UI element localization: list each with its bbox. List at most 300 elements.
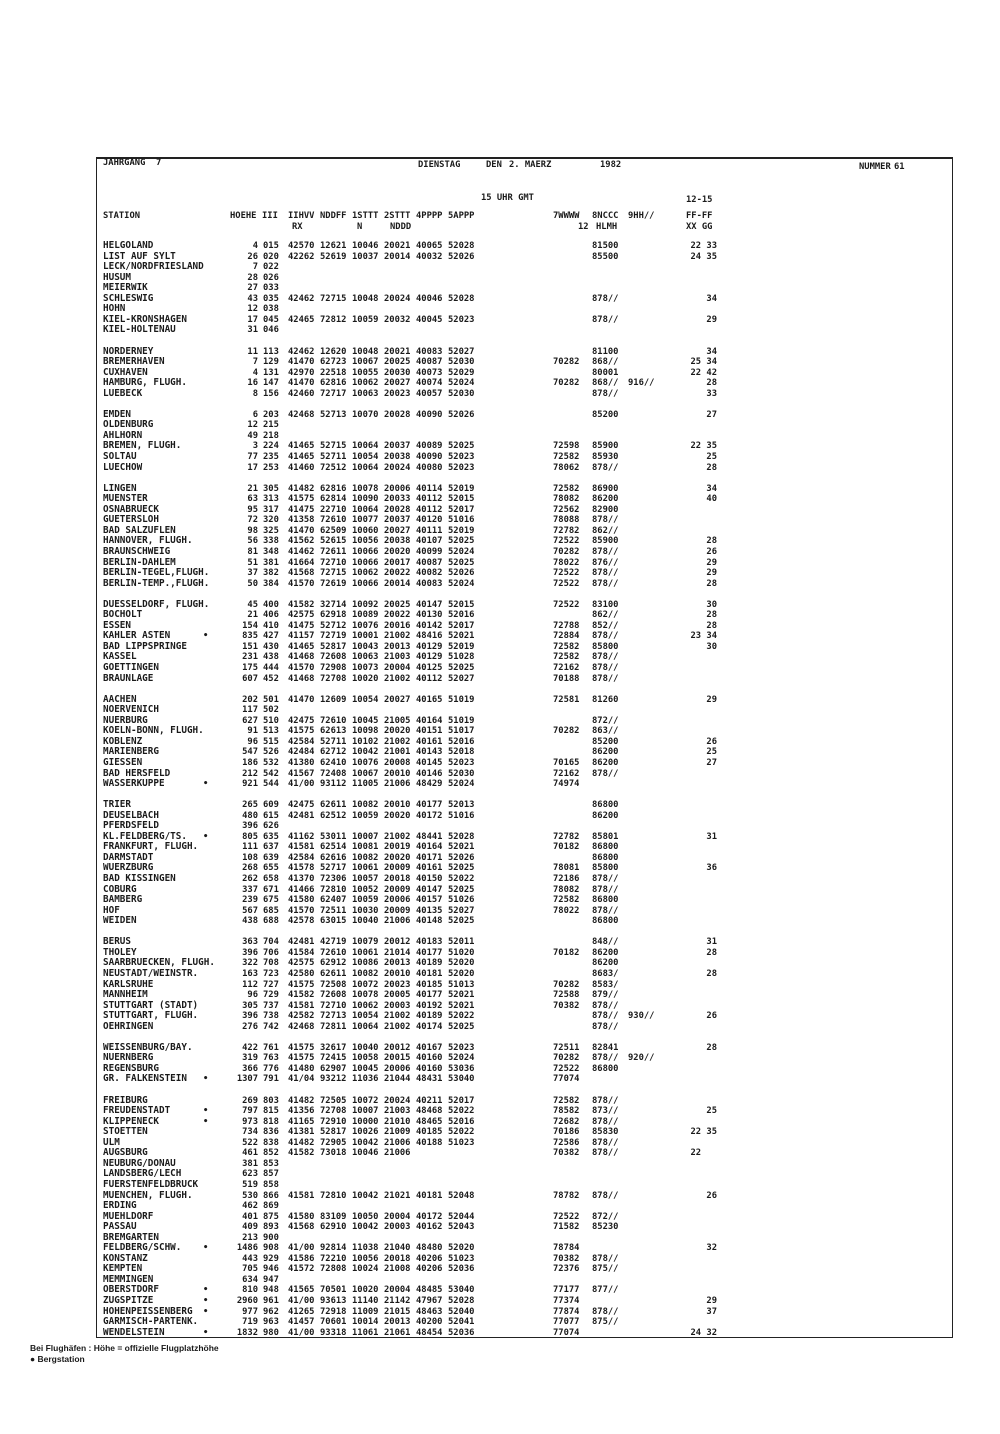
group-nddff: 52817 [320, 641, 347, 652]
station-id: 655 [263, 863, 279, 874]
group-5appp: 52026 [448, 251, 475, 262]
group-8nccc: 878// [592, 1000, 619, 1011]
group-2sttt: 21002 [384, 831, 411, 842]
station-height: 12 [247, 420, 258, 431]
station-id: 815 [263, 1106, 279, 1117]
group-2sttt: 21021 [384, 1190, 411, 1201]
group-nddff: 72910 [320, 1116, 347, 1127]
group-8nccc: 86800 [592, 916, 619, 927]
group-4pppp: 40089 [416, 441, 443, 452]
mountain-marker: • [203, 1106, 209, 1117]
station-name: NEUBURG/DONAU [103, 1157, 176, 1169]
year: 1982 [600, 160, 622, 170]
station-name: DARMSTADT [103, 851, 154, 863]
group-iihvv: 41582 [288, 599, 315, 610]
group-iihvv: 42475 [288, 715, 315, 726]
group-5appp: 52015 [448, 494, 475, 505]
group-iihvv: 42468 [288, 1021, 315, 1032]
group-8nccc: 86200 [592, 810, 619, 821]
station-name: EMDEN [103, 408, 131, 420]
group-nddff: 72719 [320, 631, 347, 642]
station-id: 384 [263, 578, 279, 589]
group-nddff: 72505 [320, 1095, 347, 1106]
station-name: CUXHAVEN [103, 366, 148, 378]
group-4pppp: 40082 [416, 568, 443, 579]
group-iihvv: 41/04 [288, 1074, 315, 1085]
group-7wwww: 70186 [553, 1127, 580, 1138]
station-name: THOLEY [103, 946, 137, 958]
group-1sttt: 10073 [352, 663, 379, 673]
group-7wwww: 70182 [553, 842, 580, 853]
station-id: 853 [263, 1158, 279, 1169]
station-id: 320 [263, 515, 279, 526]
group-nddff: 52717 [320, 863, 347, 874]
group-5appp: 52025 [448, 884, 475, 895]
group-iihvv: 41584 [288, 947, 315, 958]
group-8nccc: 878// [592, 1053, 619, 1064]
group-iihvv: 41/00 [288, 1327, 315, 1338]
group-nddff: 52711 [320, 452, 347, 462]
footnote-airport-height: Bei Flughäfen : Höhe = offizielle Flugplatzhöhe [30, 1343, 219, 1353]
group-5appp: 52022 [448, 1106, 475, 1117]
station-height: 186 [242, 757, 258, 768]
wind-gust: 22 35 [690, 1127, 717, 1138]
group-iihvv: 41358 [288, 515, 315, 526]
station-height: 3 [252, 441, 258, 452]
station-name: KIEL-KRONSHAGEN [103, 313, 187, 325]
group-2sttt: 21006 [384, 1137, 411, 1148]
station-height: 262 [242, 874, 258, 884]
group-iihvv: 41470 [288, 525, 315, 536]
station-height: 17 [247, 314, 258, 325]
group-iihvv: 42475 [288, 800, 315, 811]
group-5appp: 52025 [448, 441, 475, 452]
period-label: 12-15 [686, 195, 713, 205]
group-5appp: 52019 [448, 525, 475, 536]
group-5appp: 52017 [448, 1095, 475, 1106]
group-4pppp: 40146 [416, 768, 443, 779]
station-id: 406 [263, 610, 279, 621]
station-height: 112 [242, 979, 258, 990]
station-name: BAD HERSFELD [103, 767, 171, 779]
group-iihvv: 41581 [288, 1000, 315, 1011]
group-4pppp: 40151 [416, 726, 443, 737]
group-8nccc: 878// [592, 1095, 619, 1106]
group-nddff: 62816 [320, 483, 347, 494]
group-4pppp: 40143 [416, 747, 443, 758]
group-8nccc: 86200 [592, 747, 619, 758]
group-9hh: 916// [628, 378, 655, 389]
group-5appp: 52025 [448, 557, 475, 568]
group-5appp: 52023 [448, 452, 475, 462]
group-nddff: 62712 [320, 747, 347, 758]
group-8nccc: 8583/ [592, 979, 619, 990]
station-height: 4 [252, 241, 258, 251]
group-iihvv: 41482 [288, 1137, 315, 1148]
group-8nccc: 85200 [592, 736, 619, 747]
group-1sttt: 10024 [352, 1264, 379, 1275]
station-name: DEUSELBACH [103, 809, 159, 821]
group-1sttt: 10066 [352, 578, 379, 589]
group-2sttt: 20008 [384, 757, 411, 768]
group-5appp: 52024 [448, 779, 475, 790]
group-iihvv: 41457 [288, 1317, 315, 1328]
group-7wwww: 78022 [553, 557, 580, 568]
table-row [0, 420, 1000, 431]
group-iihvv: 42462 [288, 346, 315, 357]
station-name: KOELN-BONN, FLUGH. [103, 725, 204, 737]
mountain-marker: • [203, 1296, 209, 1306]
wind-gust: 31 [706, 937, 717, 948]
group-iihvv: 41/00 [288, 779, 315, 790]
station-name: LUEBECK [103, 387, 143, 399]
station-name: OSNABRUECK [103, 503, 159, 515]
group-5appp: 52020 [448, 968, 475, 979]
group-2sttt: 20003 [384, 1222, 411, 1233]
station-height: 77 [247, 452, 258, 462]
group-nddff: 72812 [320, 314, 347, 325]
group-iihvv: 42570 [288, 241, 315, 251]
station-height: 810 [242, 1285, 258, 1296]
table-row [0, 705, 1000, 716]
station-height: 1832 [236, 1327, 258, 1338]
group-8nccc: 868// [592, 357, 619, 368]
group-1sttt: 11140 [352, 1296, 379, 1306]
station-name: BERLIN-TEGEL,FLUGH. [103, 567, 210, 579]
group-1sttt: 10055 [352, 367, 379, 378]
wind-gust: 24 35 [690, 251, 717, 262]
group-8nccc: 878// [592, 768, 619, 779]
table-row [0, 779, 1000, 790]
station-id: 313 [263, 494, 279, 505]
group-7wwww: 78062 [553, 462, 580, 473]
station-height: 43 [247, 293, 258, 304]
table-row [0, 441, 1000, 452]
station-id: 858 [263, 1179, 279, 1190]
group-iihvv: 41381 [288, 1127, 315, 1138]
group-nddff: 72715 [320, 293, 347, 304]
station-id: 658 [263, 874, 279, 884]
column-header: FF-FF [686, 211, 713, 221]
group-iihvv: 41664 [288, 557, 315, 568]
station-height: 26 [247, 251, 258, 262]
group-7wwww: 78081 [553, 863, 580, 874]
group-8nccc: 878// [592, 546, 619, 557]
mountain-marker: • [203, 1243, 209, 1254]
group-1sttt: 10007 [352, 1106, 379, 1117]
group-4pppp: 40188 [416, 1137, 443, 1148]
group-1sttt: 10040 [352, 1042, 379, 1053]
group-5appp: 52026 [448, 409, 475, 420]
station-id: 348 [263, 546, 279, 557]
station-id: 852 [263, 1148, 279, 1159]
mountain-marker: • [203, 1306, 209, 1317]
group-8nccc: 878// [592, 663, 619, 673]
group-5appp: 51026 [448, 895, 475, 906]
group-2sttt: 21040 [384, 1243, 411, 1254]
table-row [0, 885, 1000, 896]
group-8nccc: 878// [592, 631, 619, 642]
group-iihvv: 42468 [288, 409, 315, 420]
station-name: HAMBURG, FLUGH. [103, 377, 187, 389]
group-nddff: 72610 [320, 947, 347, 958]
group-8nccc: 862// [592, 525, 619, 536]
station-id: 637 [263, 842, 279, 853]
station-name: BRAUNLAGE [103, 672, 154, 684]
station-name: BREMERHAVEN [103, 356, 165, 368]
column-header: 5APPP [448, 211, 475, 221]
station-name: NUERNBERG [103, 1052, 154, 1064]
group-5appp: 52022 [448, 1011, 475, 1022]
group-4pppp: 40162 [416, 1222, 443, 1233]
group-2sttt: 20009 [384, 905, 411, 916]
station-id: 156 [263, 388, 279, 399]
group-8nccc: 878// [592, 1021, 619, 1032]
station-height: 322 [242, 958, 258, 969]
station-name: STOETTEN [103, 1126, 148, 1138]
station-name: SAARBRUECKEN, FLUGH. [103, 957, 215, 969]
group-2sttt: 20018 [384, 874, 411, 884]
group-1sttt: 10059 [352, 895, 379, 906]
group-2sttt: 21061 [384, 1327, 411, 1338]
group-4pppp: 40174 [416, 1021, 443, 1032]
table-row [0, 357, 1000, 368]
group-nddff: 42719 [320, 937, 347, 948]
group-1sttt: 10064 [352, 441, 379, 452]
group-1sttt: 10046 [352, 241, 379, 251]
station-height: 443 [242, 1253, 258, 1264]
wind-gust: 29 [706, 694, 717, 705]
station-id: 818 [263, 1116, 279, 1127]
station-id: 948 [263, 1285, 279, 1296]
station-name: BAMBERG [103, 894, 143, 906]
station-id: 685 [263, 905, 279, 916]
table-row [0, 378, 1000, 389]
station-height: 381 [242, 1158, 258, 1169]
group-7wwww: 78022 [553, 905, 580, 916]
station-name: KL.FELDBERG/TS. [103, 830, 187, 842]
group-2sttt: 21010 [384, 1116, 411, 1127]
group-1sttt: 10040 [352, 916, 379, 927]
station-id: 542 [263, 768, 279, 779]
group-2sttt: 21142 [384, 1296, 411, 1306]
wind-gust: 26 [706, 546, 717, 557]
group-nddff: 32617 [320, 1042, 347, 1053]
group-5appp: 52025 [448, 536, 475, 547]
group-1sttt: 10001 [352, 631, 379, 642]
group-7wwww: 70188 [553, 673, 580, 684]
station-id: 675 [263, 895, 279, 906]
group-7wwww: 78088 [553, 515, 580, 526]
group-nddff: 52715 [320, 441, 347, 452]
group-2sttt: 20037 [384, 515, 411, 526]
group-1sttt: 10089 [352, 610, 379, 621]
station-name: FUERSTENFELDBRUCK [103, 1178, 199, 1190]
station-name: KOBLENZ [103, 735, 143, 747]
group-5appp: 52024 [448, 378, 475, 389]
station-id: 838 [263, 1137, 279, 1148]
group-iihvv: 41575 [288, 494, 315, 505]
station-height: 51 [247, 557, 258, 568]
column-header: 7WWWW [553, 211, 580, 221]
group-7wwww: 72582 [553, 652, 580, 663]
group-nddff: 52619 [320, 251, 347, 262]
station-height: 2960 [236, 1296, 258, 1306]
group-iihvv: 41380 [288, 757, 315, 768]
group-7wwww: 74974 [553, 779, 580, 790]
station-name: KARLSRUHE [103, 978, 154, 990]
group-5appp: 52020 [448, 958, 475, 969]
group-1sttt: 10092 [352, 599, 379, 610]
wind-gust: 36 [706, 863, 717, 874]
wind-gust: 40 [706, 494, 717, 505]
group-nddff: 72306 [320, 874, 347, 884]
station-name: GIESSEN [103, 756, 143, 768]
station-id: 737 [263, 1000, 279, 1011]
station-name: KLIPPENECK [103, 1115, 159, 1127]
group-nddff: 72511 [320, 905, 347, 916]
group-9hh: 920// [628, 1053, 655, 1064]
wind-gust: 26 [706, 1011, 717, 1022]
table-row [0, 1254, 1000, 1265]
group-2sttt: 20010 [384, 800, 411, 811]
group-4pppp: 40135 [416, 905, 443, 916]
wind-gust: 26 [706, 736, 717, 747]
station-name: MEMMINGEN [103, 1273, 154, 1285]
group-iihvv: 41581 [288, 842, 315, 853]
group-1sttt: 10060 [352, 525, 379, 536]
group-7wwww: 72186 [553, 874, 580, 884]
table-row [0, 1212, 1000, 1223]
group-2sttt: 20010 [384, 768, 411, 779]
group-7wwww: 78082 [553, 494, 580, 505]
group-iihvv: 41470 [288, 378, 315, 389]
station-height: 4 [252, 367, 258, 378]
column-header: 9HH// [628, 211, 655, 221]
group-2sttt: 20004 [384, 1211, 411, 1222]
mountain-marker: • [203, 779, 209, 790]
station-name: FELDBERG/SCHW. [103, 1242, 182, 1254]
table-row [0, 294, 1000, 305]
group-4pppp: 40150 [416, 874, 443, 884]
group-iihvv: 42575 [288, 958, 315, 969]
group-2sttt: 21002 [384, 1021, 411, 1032]
group-1sttt: 10066 [352, 557, 379, 568]
group-8nccc: 852// [592, 620, 619, 631]
wind-gust: 23 34 [690, 631, 717, 642]
group-4pppp: 40160 [416, 1053, 443, 1064]
table-row [0, 1117, 1000, 1128]
group-nddff: 72710 [320, 557, 347, 568]
wind-gust: 22 33 [690, 241, 717, 251]
station-id: 704 [263, 937, 279, 948]
station-name: ZUGSPITZE [103, 1295, 154, 1306]
mountain-marker: • [203, 1074, 209, 1085]
group-1sttt: 10042 [352, 747, 379, 758]
station-height: 627 [242, 715, 258, 726]
group-nddff: 12609 [320, 694, 347, 705]
station-name: AUGSBURG [103, 1147, 148, 1159]
group-1sttt: 11036 [352, 1074, 379, 1085]
station-id: 020 [263, 251, 279, 262]
group-5appp: 52016 [448, 610, 475, 621]
group-iihvv: 41480 [288, 1063, 315, 1074]
column-header: 1STTT [352, 211, 379, 221]
station-id: 609 [263, 800, 279, 811]
station-name: HANNOVER, FLUGH. [103, 535, 193, 547]
footnote-mountain-station: ● Bergstation [30, 1354, 85, 1364]
group-7wwww: 70382 [553, 1253, 580, 1264]
group-5appp: 52011 [448, 937, 475, 948]
station-id: 215 [263, 420, 279, 431]
group-1sttt: 10026 [352, 1127, 379, 1138]
group-1sttt: 10077 [352, 515, 379, 526]
group-5appp: 52027 [448, 346, 475, 357]
group-2sttt: 20012 [384, 1042, 411, 1053]
group-iihvv: 41157 [288, 631, 315, 642]
table-row [0, 463, 1000, 474]
station-name: LECK/NORDFRIESLAND [103, 261, 204, 273]
group-4pppp: 40171 [416, 852, 443, 863]
station-height: 921 [242, 779, 258, 790]
station-name: HOF [103, 904, 120, 916]
group-1sttt: 10081 [352, 842, 379, 853]
wind-gust: 26 [706, 1190, 717, 1201]
station-height: 21 [247, 610, 258, 621]
wind-gust: 28 [706, 947, 717, 958]
group-4pppp: 48468 [416, 1106, 443, 1117]
group-2sttt: 20037 [384, 441, 411, 452]
group-7wwww: 70382 [553, 1148, 580, 1159]
station-height: 438 [242, 916, 258, 927]
group-8nccc: 81500 [592, 241, 619, 251]
wind-gust: 28 [706, 578, 717, 589]
group-8nccc: 873// [592, 1106, 619, 1117]
group-7wwww: 72582 [553, 452, 580, 462]
wind-gust: 25 [706, 452, 717, 462]
station-id: 400 [263, 599, 279, 610]
station-name: LINGEN [103, 482, 137, 494]
group-4pppp: 48485 [416, 1285, 443, 1296]
station-name: BREMEN, FLUGH. [103, 440, 182, 452]
group-4pppp: 40177 [416, 990, 443, 1001]
group-5appp: 52024 [448, 578, 475, 589]
group-8nccc: 878// [592, 673, 619, 684]
group-nddff: 72512 [320, 462, 347, 473]
station-height: 91 [247, 726, 258, 737]
group-iihvv: 42578 [288, 916, 315, 927]
group-iihvv: 41568 [288, 1222, 315, 1233]
wind-gust: 24 32 [690, 1327, 717, 1338]
group-1sttt: 10076 [352, 757, 379, 768]
group-iihvv: 42481 [288, 810, 315, 821]
group-4pppp: 40065 [416, 241, 443, 251]
group-2sttt: 20006 [384, 1063, 411, 1074]
group-8nccc: 879// [592, 990, 619, 1001]
group-5appp: 52021 [448, 990, 475, 1001]
group-iihvv: 41482 [288, 483, 315, 494]
group-5appp: 52036 [448, 1264, 475, 1275]
group-2sttt: 20004 [384, 663, 411, 673]
group-8nccc: 85900 [592, 536, 619, 547]
group-4pppp: 40046 [416, 293, 443, 304]
group-nddff: 62611 [320, 800, 347, 811]
station-height: 530 [242, 1190, 258, 1201]
group-4pppp: 40185 [416, 979, 443, 990]
station-id: 022 [263, 262, 279, 273]
station-height: 11 [247, 346, 258, 357]
group-2sttt: 20028 [384, 504, 411, 515]
